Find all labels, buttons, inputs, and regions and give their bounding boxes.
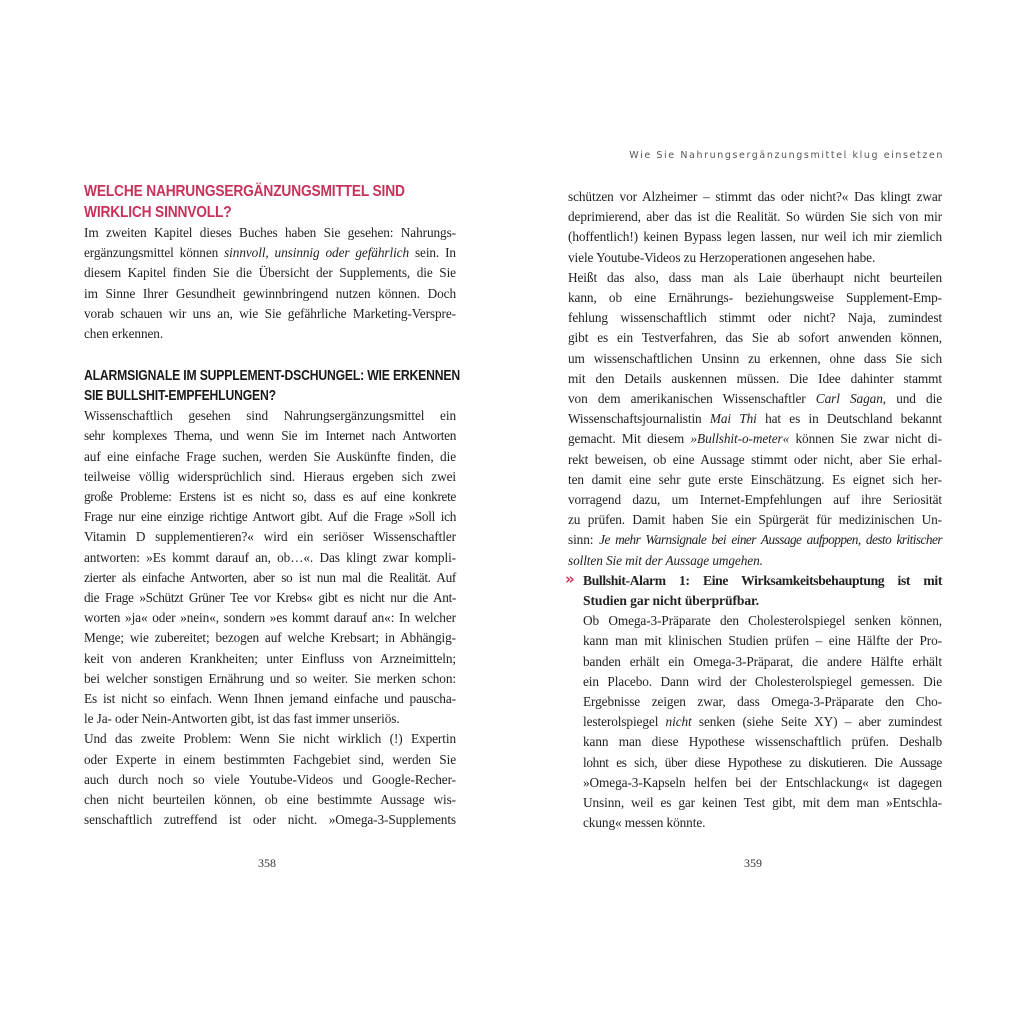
page-number: 359 xyxy=(744,856,762,870)
body-paragraph: Und das zweite Problem: Wenn Sie nicht wirklich (!) Expertin oder Experte in einem bestimmten Fachgebiet sind, werden Sie auch durch noch so viele Youtube-Videos und Google-Recher- chen nicht beurteilen können, ob eine bestimmte Aussage wis- senschaftlich zutreffend ist oder nicht. »Omega-3-Supplements xyxy=(84,731,456,828)
alarm-title: Bullshit-Alarm 1: Eine Wirksamkeitsbehauptung ist mit Studien gar nicht überprüfbar. xyxy=(583,572,942,609)
body-paragraph: Heißt das also, dass man als Laie überhaupt nicht beurteilen kann, ob eine Ernährungs- beziehungsweise Supplement-Emp- fehlung wissenschaftlich stimmt oder nicht? Naja, zumindest gibt es ein Testverfahren, das Sie ab sofort anwenden können, um wissenschaftlichen Unsinn zu erkennen, ohne dass Sie sich mit den Details auskennen müssen. Die Idee dahinter stammt von dem amerikanischen Wissenschaftler Carl Sagan, und die Wissenschaftsjournalistin Mai Thi hat es in Deutschland bekannt gemacht. Mit diesem »Bullshit-o-meter« können Sie zwar nicht di- rekt beweisen, ob eine Aussage stimmt oder nicht, aber Sie erhal- ten damit eine sehr gute erste Einschätzung. Es eignet sich her- vorragend dazu, um Internet-Empfehlungen auf ihre Seriosität zu prüfen. Damit haben Sie ein Spürgerät für medizinischen Un- sinn: Je mehr Warnsignale bei einer Aussage aufpoppen, desto kritischer sollten Sie mit der Aussage umgehen. xyxy=(568,269,942,568)
running-head: Wie Sie Nahrungsergänzungsmittel klug einsetzen xyxy=(629,150,944,161)
subsection-heading: ALARMSIGNALE IM SUPPLEMENT-DSCHUNGEL: WIE ERKENNEN SIE BULLSHIT-EMPFEHLUNGEN? xyxy=(84,368,460,405)
left-column xyxy=(84,181,460,830)
right-page xyxy=(512,0,1024,1024)
bullshit-alarm-1 xyxy=(565,569,942,834)
body-paragraph: Wissenschaftlich gesehen sind Nahrungsergänzungsmittel ein sehr komplexes Thema, und wenn Sie im Internet nach Antworten auf eine einfache Frage suchen, werden Sie Auskünfte finden, die teilweise völlig widersprüchlich sind. Hieraus ergeben sich zwei große Probleme: Erstens ist es nicht so, dass es auf eine konkrete Frage nur eine einzige richtige Antwort gibt. Auf die Frage »Soll ich Vitamin D supplementieren?« wird ein seriöser Wissenschaftler antworten: »Es kommt darauf an, ob…«. Das klingt zwar kompli- zierter als einfache Antworten, aber so ist nun mal die Realität. Auf die Frage »Schützt Grüner Tee vor Krebs« gibt es nicht nur die Ant- worten »ja« oder »nein«, sondern »es kommt darauf an«: In welcher Menge; wie zubereitet; bezogen auf welche Krebsart; in Abhängig- keit von anderen Krankheiten; unter Einfluss von Arzneimitteln; bei welcher sonstigen Ernährung und so weiter. Sie merken schon: Es ist nicht so einfach. Wenn Ihnen jemand einfache und pauscha- le Ja- oder Nein-Antworten gibt, ist das fast immer unseriös. xyxy=(84,408,456,727)
page-number: 358 xyxy=(258,856,276,870)
intro-paragraph: Im zweiten Kapitel dieses Buches haben Sie gesehen: Nahrungs- ergänzungsmittel können sinnvoll, unsinnig oder gefährlich sein. In diesem Kapitel finden Sie die Übersicht der Supplements, die Sie im Sinne Ihrer Gesundheit gewinnbringend nutzen können. Doch vorab schauen wir uns an, wie Sie gefährliche Marketing-Verspre- chen erkennen. xyxy=(84,225,456,342)
guillemet-marker-icon: » xyxy=(565,569,575,588)
alarm-body: Ob Omega-3-Präparate den Cholesterolspiegel senken können, kann man mit klinischen Studien prüfen – eine Hälfte der Pro- banden erhält ein Omega-3-Präparat, die andere Hälfte erhält ein Placebo. Dann wird der Cholesterolspiegel gemessen. Die Ergebnisse zeigen zwar, dass Omega-3-Präparate den Cho- lesterolspiegel nicht senken (siehe Seite XY) – aber zumindest kann man diese Hypothese wissenschaftlich prüfen. Deshalb lohnt es sich, über diese Hypothese zu diskutieren. Die Aussage »Omega-3-Kapseln helfen bei der Entschlackung« ist dagegen Unsinn, weil es gar keinen Test gibt, mit dem man »Entschla- ckung« messen könnte. xyxy=(583,613,942,831)
right-column xyxy=(565,187,942,834)
section-heading: WELCHE NAHRUNGSERGÄNZUNGSMITTEL SIND WIRKLICH SINNVOLL? xyxy=(84,183,405,221)
body-paragraph: schützen vor Alzheimer – stimmt das oder nicht?« Das klingt zwar deprimierend, aber das ist die Realität. So würden Sie sich von mir (hoffentlich!) keinen Bypass legen lassen, nur weil ich mir ziemlich viele Youtube-Videos zu Herzoperationen angesehen habe. xyxy=(568,189,942,265)
